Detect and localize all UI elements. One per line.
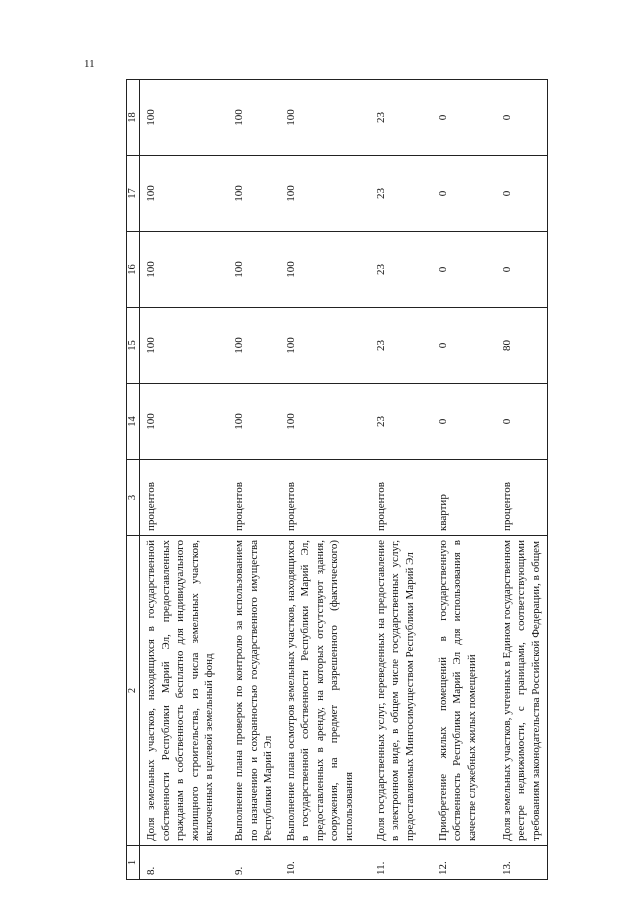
value-cell: 100 <box>280 308 370 384</box>
column-header: 14 <box>127 384 140 460</box>
column-header: 15 <box>127 308 140 384</box>
value-cell: 0 <box>432 156 496 232</box>
value-cell: 0 <box>432 232 496 308</box>
column-header: 2 <box>127 536 140 846</box>
column-header: 16 <box>127 232 140 308</box>
value-cell: 100 <box>140 80 229 156</box>
value-cell: 100 <box>228 80 280 156</box>
table-row <box>370 80 432 880</box>
header-row <box>127 80 140 880</box>
indicator-name: Выполнение плана проверок по контролю за использованием по назначению и сохранностью государственного имущества Республики Марий Эл <box>228 536 280 846</box>
column-header: 1 <box>127 846 140 880</box>
value-cell: 0 <box>496 232 548 308</box>
value-cell: 0 <box>496 156 548 232</box>
row-number: 12. <box>432 846 496 880</box>
indicator-name: Приобретение жилых помещений в государственную собственность Республики Марий Эл для использования в качестве служебных жилых помещений <box>432 536 496 846</box>
row-number: 11. <box>370 846 432 880</box>
value-cell: 100 <box>228 384 280 460</box>
value-cell: 100 <box>280 156 370 232</box>
value-cell: 23 <box>370 232 432 308</box>
unit-cell: квартир <box>432 460 496 536</box>
table-row <box>432 80 496 880</box>
column-header: 18 <box>127 80 140 156</box>
value-cell: 100 <box>140 156 229 232</box>
value-cell: 100 <box>280 384 370 460</box>
row-number: 10. <box>280 846 370 880</box>
value-cell: 100 <box>140 232 229 308</box>
indicator-name: Доля земельных участков, учтенных в Едином государственном реестре недвижимости, с границами, соответствующими требованиям законодательства Российской Федерации, в общем <box>496 536 548 846</box>
value-cell: 0 <box>432 80 496 156</box>
table-row <box>280 80 370 880</box>
value-cell: 23 <box>370 308 432 384</box>
table-row <box>228 80 280 880</box>
unit-cell: процентов <box>496 460 548 536</box>
unit-cell: процентов <box>228 460 280 536</box>
row-number: 13. <box>496 846 548 880</box>
value-cell: 100 <box>140 384 229 460</box>
value-cell: 23 <box>370 80 432 156</box>
indicator-name: Доля земельных участков, находящихся в государственной собственности Республики Марий Эл, предоставленных гражданам в собственность бесплатно для индивидуального жилищного строительства, из числа земельных участков, включенных в целевой земельный фонд <box>140 536 229 846</box>
value-cell: 23 <box>370 384 432 460</box>
value-cell: 100 <box>228 308 280 384</box>
value-cell: 0 <box>496 80 548 156</box>
indicator-name: Выполнение плана осмотров земельных участков, находящихся в государственной собственности Республики Марий Эл, предоставленных в аренду, на которых отсутствуют здания, сооружения, на предмет разрешенного (фактического) использования <box>280 536 370 846</box>
indicator-name: Доля государственных услуг, переведенных на предоставление в электронном виде, в общем числе государственных услуг, предоставляемых Мингосимуществом Республики Марий Эл <box>370 536 432 846</box>
value-cell: 0 <box>432 384 496 460</box>
value-cell: 100 <box>280 80 370 156</box>
value-cell: 0 <box>496 384 548 460</box>
rotated-table-container <box>126 80 586 880</box>
unit-cell: процентов <box>140 460 229 536</box>
row-number: 9. <box>228 846 280 880</box>
unit-cell: процентов <box>370 460 432 536</box>
column-header: 3 <box>127 460 140 536</box>
value-cell: 100 <box>228 232 280 308</box>
value-cell: 23 <box>370 156 432 232</box>
table-row <box>140 80 229 880</box>
indicators-table <box>126 79 548 880</box>
value-cell: 80 <box>496 308 548 384</box>
value-cell: 100 <box>228 156 280 232</box>
table-row <box>496 80 548 880</box>
page-number: 11 <box>84 58 95 70</box>
value-cell: 100 <box>140 308 229 384</box>
row-number: 8. <box>140 846 229 880</box>
value-cell: 0 <box>432 308 496 384</box>
unit-cell: процентов <box>280 460 370 536</box>
column-header: 17 <box>127 156 140 232</box>
value-cell: 100 <box>280 232 370 308</box>
